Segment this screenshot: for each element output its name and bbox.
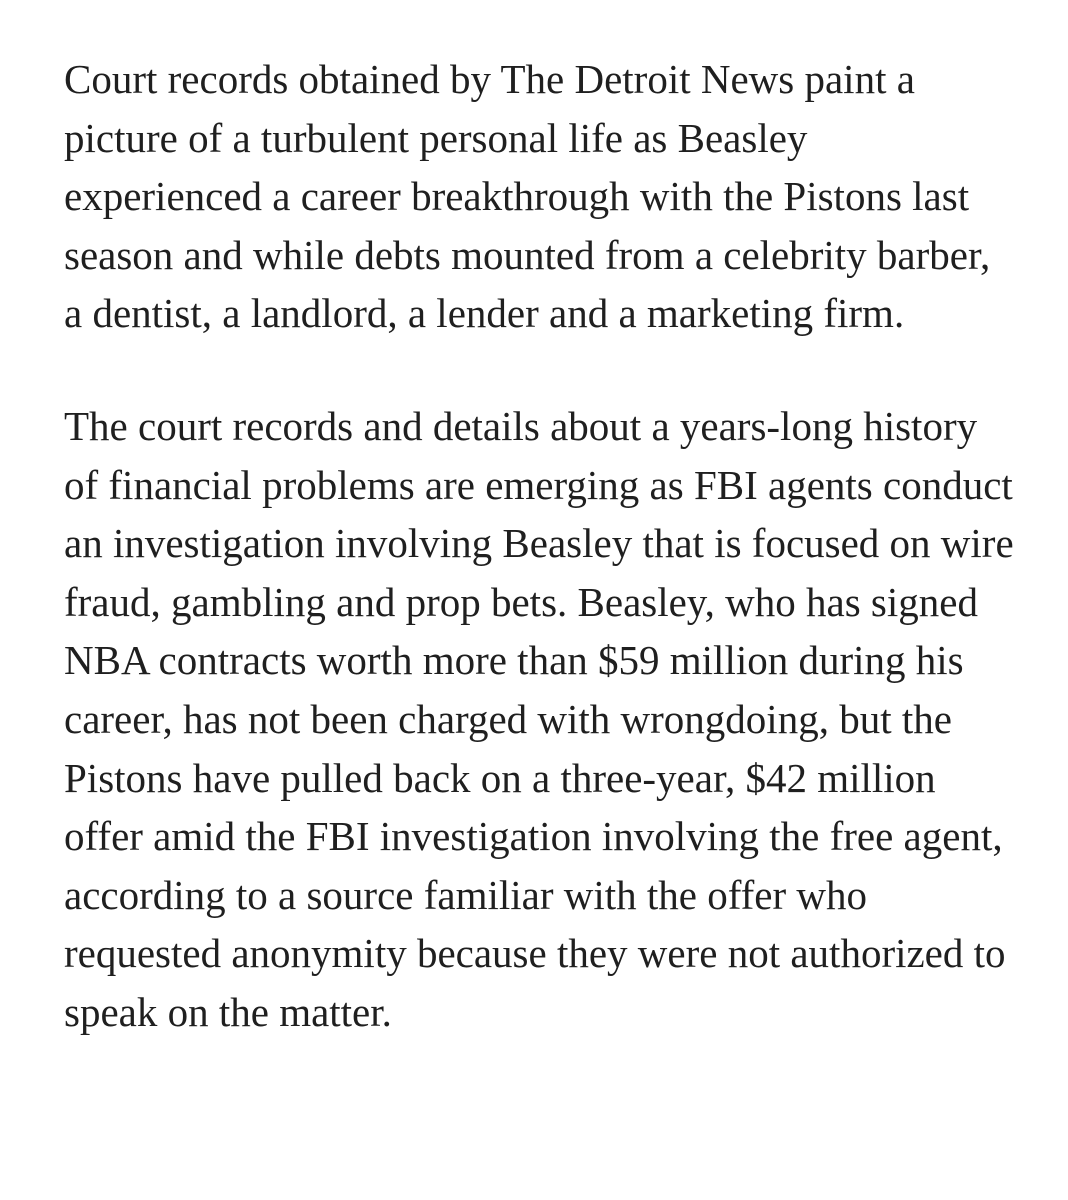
article-paragraph-2: The court records and details about a years-long history of financial problems are emerging as FBI agents conduct an investigation involving Beasley that is focused on wire fraud, gambling and prop bets. Beasley, who has signed NBA contracts worth more than $59 million during his career, has not been charged with wrongdoing, but the Pistons have pulled back on a three-year, $42 million offer amid the FBI investigation involving the free agent, according to a source familiar with the offer who requested anonymity because they were not authorized to speak on the matter. xyxy=(64,402,1014,1035)
article-body xyxy=(64,50,1014,1042)
article-paragraph-1: Court records obtained by The Detroit News paint a picture of a turbulent personal life as Beasley experienced a career breakthrough with the Pistons last season and while debts mounted from a celebrity barber, a dentist, a landlord, a lender and a marketing firm. xyxy=(64,56,991,337)
